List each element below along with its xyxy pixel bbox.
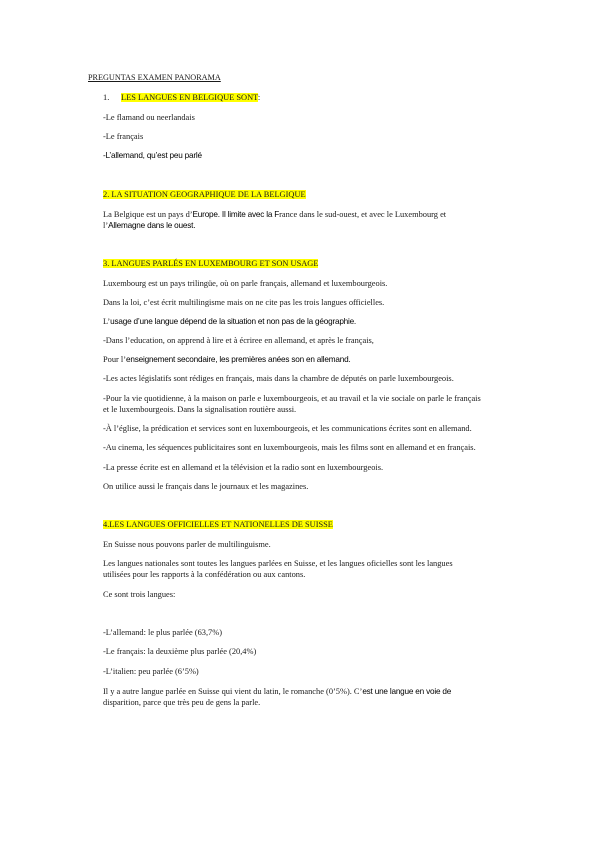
section-4-line-2: Les langues nationales sont toutes les langues parlées en Suisse, et les langues oficielles sont les langues [103,559,453,568]
section-3-line-4: -Dans l’education, on apprend à lire et à écriree en allemand, et après le français, [103,336,374,345]
section-3-heading-row [103,258,318,269]
section-2-emphasis: Allemagne dans le ouest. [108,221,196,230]
section-2-text: l’ [103,221,109,230]
section-1-item-3: -L’allemand, qu’est peu parlé [103,151,202,160]
section-2-heading: 2. LA SITUATION GEOGRAPHIQUE DE LA BELGIQUE [103,190,306,199]
section-4-line-6: -Le français: la deuxième plus parlée (20,4%) [103,647,257,656]
section-3-line-8: et le luxembourgeois. Dans la signalisation routière aussi. [103,405,297,414]
section-2-heading-row [103,189,306,200]
section-3-emphasis: usage d’une langue dépend de la situation et non pas de la géographie [110,317,355,326]
section-4-line-3: utilisées pour les rapports à la confédération ou aux cantons. [103,570,306,579]
section-3-line-7: -Pour la vie quotidienne, à la maison on parle e luxembourgeois, et au travail et la vie sociale on parle le français [103,394,481,403]
section-2-paragraph-line-2 [103,220,195,231]
section-3-line-12: On utilice aussi le français dans le journaux et les magazines. [103,482,309,491]
section-4-heading-row [103,519,333,530]
section-3-line-11: -La presse écrite est en allemand et la télévision et la radio sont en luxembourgeois. [103,463,384,472]
section-3-line-1: Luxembourg est un pays trilingüe, où on parle français, allemand et luxembourgeois. [103,279,388,288]
section-1-colon: : [257,93,261,102]
section-1-heading: LES LANGUES EN BELGIQUE SONT [121,93,258,102]
section-1-item-2: -Le français [103,132,144,141]
section-3-heading: 3. LANGUES PARLÉS EN LUXEMBOURG ET SON USAGE [103,259,319,268]
section-4-heading: 4.LES LANGUES OFFICIELLES ET NATIONELLES DE SUISSE [103,520,333,529]
section-3-text: L’ [103,317,111,326]
section-4-line-9: disparition, parce que très peu de gens la parle. [103,698,261,707]
section-2-text: La Belgique est un pays d’ [103,210,193,219]
section-2-emphasis: Europe. Il limite avec la F [192,210,280,219]
section-3-line-5 [103,354,351,365]
section-4-line-5: -L’allemand: le plus parlée (63,7%) [103,628,222,637]
section-4-emphasis: est une langue en voie de [362,687,452,696]
section-3-text: Pour l’ [103,355,127,364]
section-4-line-1: En Suisse nous pouvons parler de multilinguisme. [103,540,271,549]
section-3-line-10: -Au cinema, les séquences publicitaires sont en luxembourgeois, mais les films sont en allemand et en français. [103,443,476,452]
section-4-text: Il y a autre langue parlée en Suisse qui vient du latin, le romanche (0’5%). C’ [103,687,363,696]
document-title: PREGUNTAS EXAMEN PANORAMA [88,73,221,82]
section-3-emphasis: enseignement secondaire, les premières anées son en allemand [126,355,349,364]
section-3-line-3 [103,316,356,327]
section-1-number: 1. [103,93,110,102]
section-3-line-9: -À l’église, la prédication et services sont en luxembourgeois, et les communications écrites sont en allemand. [103,424,472,433]
section-4-line-7: -L’italien: peu parlée (6’5%) [103,667,199,676]
section-4-line-8 [103,686,451,697]
section-3-line-6: -Les actes législatifs sont rédiges en français, mais dans la chambre de députés on parle luxembourgeois. [103,374,454,383]
section-1-heading-row [121,92,260,103]
section-4-line-4: Ce sont trois langues: [103,590,176,599]
section-2-text: rance dans le sud-ouest, et avec le Luxembourg et [279,210,447,219]
section-1-item-1: -Le flamand ou neerlandais [103,113,195,122]
section-3-text: . [354,317,357,326]
section-3-line-2: Dans la loi, c’est écrit multilingisme mais on ne cite pas les trois langues officielles. [103,298,385,307]
section-2-paragraph-line-1 [103,209,446,220]
section-3-text: . [348,355,351,364]
